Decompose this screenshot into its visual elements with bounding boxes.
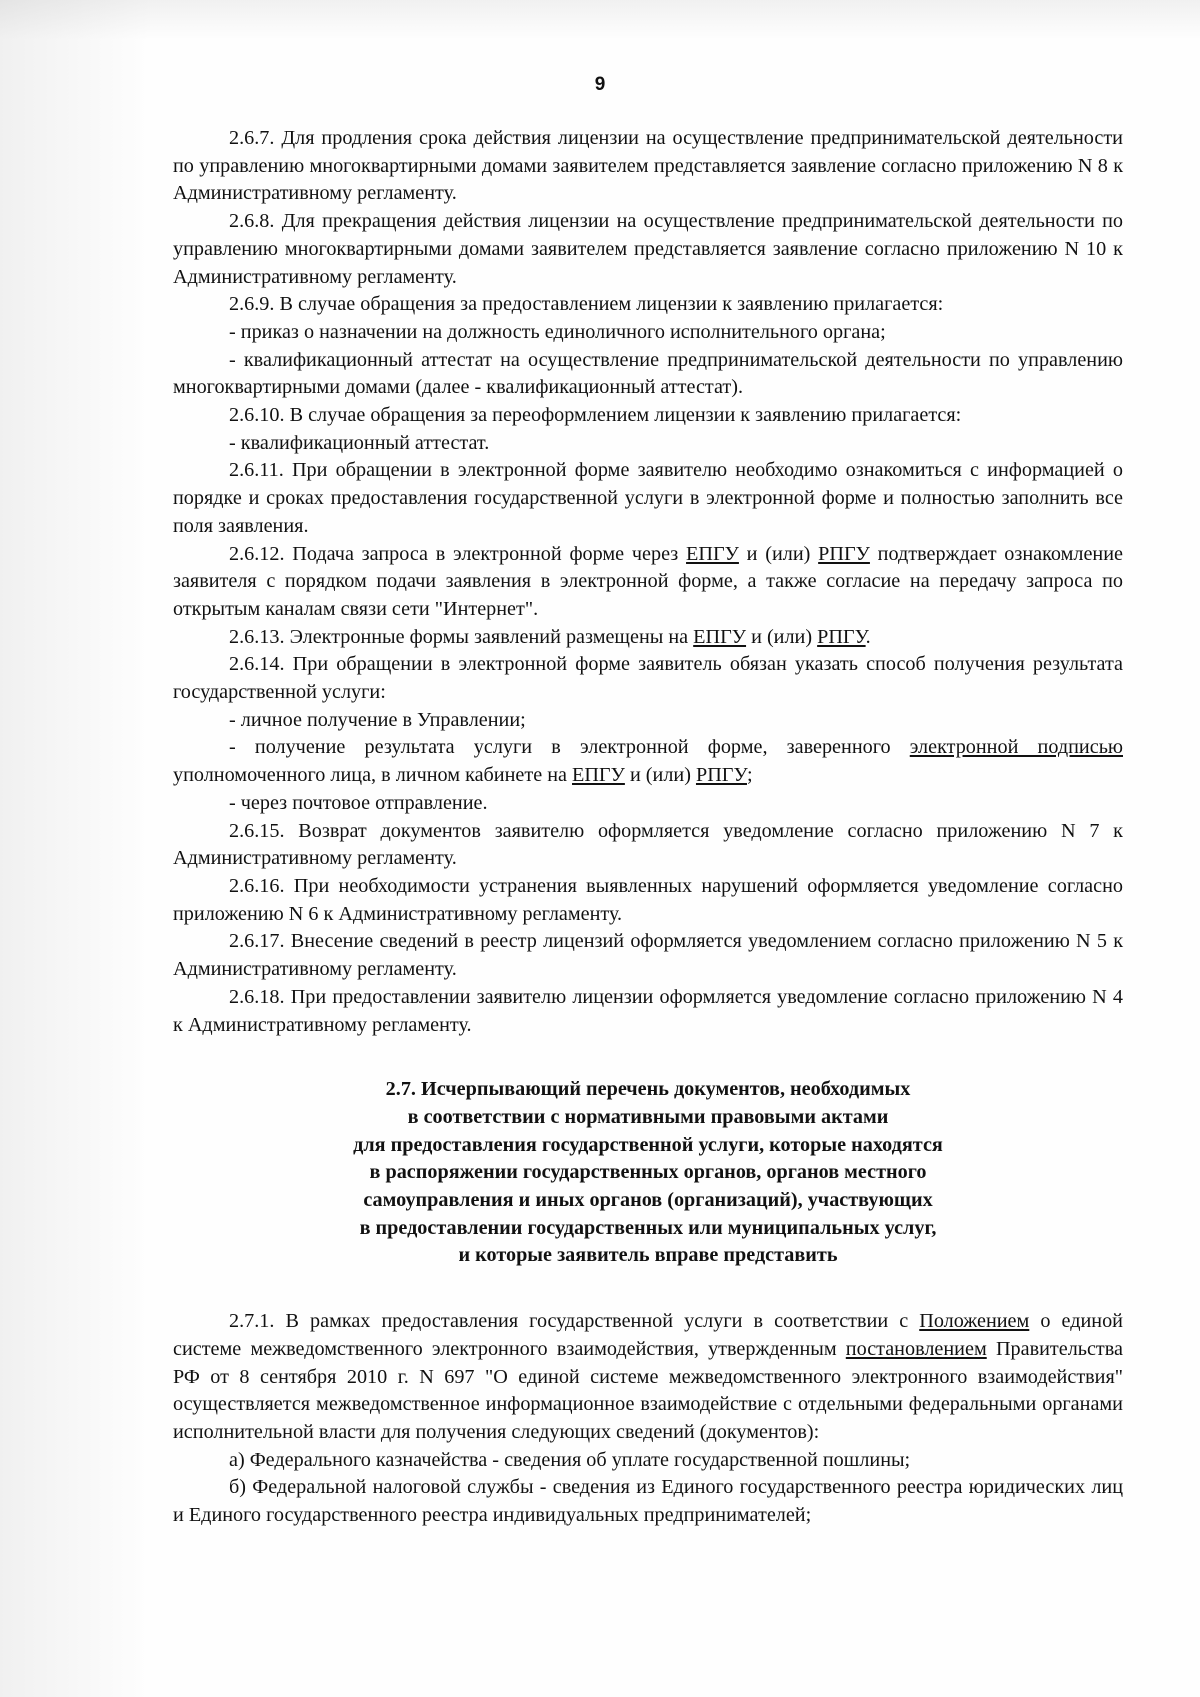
paragraph xyxy=(173,1474,1123,1529)
paragraph-text: и (или) xyxy=(738,542,819,565)
paragraph xyxy=(173,928,1123,983)
section-2-6-paragraphs xyxy=(173,125,1123,1039)
hyperlink[interactable]: РПГУ xyxy=(817,625,866,648)
hyperlink[interactable]: РПГУ xyxy=(818,542,870,565)
paragraph xyxy=(173,319,1123,347)
paragraph-text: 2.6.18. При предоставлении заявителю лицензии оформляется уведомление согласно приложению N 4 к Административному регламенту. xyxy=(173,985,1123,1036)
paragraph-text: и (или) xyxy=(624,764,696,787)
hyperlink[interactable]: ЕПГУ xyxy=(693,625,747,648)
paragraph-text: 2.6.11. При обращении в электронной форме заявителю необходимо ознакомиться с информацией о порядке и сроках предоставления государственной услуги в электронной форме и полностью заполнить все поля заявления. xyxy=(173,459,1123,537)
hyperlink[interactable]: РПГУ xyxy=(695,764,747,787)
paragraph xyxy=(173,1308,1123,1447)
paragraph xyxy=(173,347,1123,402)
paragraph-text: 2.6.15. Возврат документов заявителю оформляется уведомление согласно приложению N 7 к Административному регламенту. xyxy=(173,819,1123,870)
paragraph xyxy=(173,873,1123,928)
paragraph xyxy=(173,651,1123,706)
paragraph-text: 2.6.9. В случае обращения за предоставлением лицензии к заявлению прилагается: xyxy=(229,293,944,316)
section-2-7-heading xyxy=(173,1076,1123,1270)
heading-line: и которые заявитель вправе представить xyxy=(458,1244,838,1267)
paragraph-text: - личное получение в Управлении; xyxy=(229,708,526,731)
paragraph-text: и (или) xyxy=(746,625,818,648)
paragraph-text: . xyxy=(865,625,871,648)
paragraph-text: - через почтовое отправление. xyxy=(229,791,488,814)
page-number: 9 xyxy=(594,74,606,95)
hyperlink[interactable]: постановлением xyxy=(845,1337,987,1360)
paragraph-text: 2.6.7. Для продления срока действия лицензии на осуществление предпринимательской деятельности по управлению многоквартирными домами заявителем представляется заявление согласно приложению N 8 к Административному регламенту. xyxy=(173,127,1123,205)
paragraph-text: а) Федерального казначейства - сведения об уплате государственной пошлины; xyxy=(229,1448,911,1471)
paragraph xyxy=(173,818,1123,873)
paragraph xyxy=(173,402,1123,430)
paragraph xyxy=(173,125,1123,208)
paragraph-text: 2.7.1. В рамках предоставления государственной услуги в соответствии с xyxy=(229,1310,920,1333)
paragraph xyxy=(173,291,1123,319)
paragraph-text: б) Федеральной налоговой службы - сведения из Единого государственного реестра юридических лиц и Единого государственного реестра индивидуальных предпринимателей; xyxy=(173,1476,1123,1527)
paragraph-text: о единой системе межведомственного электронного взаимодействия, утвержденным xyxy=(173,1310,1123,1360)
scan-shading-top xyxy=(0,0,1200,40)
heading-line: для предоставления государственной услуги, которые находятся xyxy=(353,1133,943,1156)
paragraph-text: 2.6.17. Внесение сведений в реестр лицензий оформляется уведомлением согласно приложению N 5 к Административному регламенту. xyxy=(173,930,1123,981)
paragraph xyxy=(173,208,1123,291)
paragraph xyxy=(173,790,1123,818)
paragraph-text: 2.6.12. Подача запроса в электронной форме через xyxy=(229,542,687,565)
heading-line: в соответствии с нормативными правовыми актами xyxy=(407,1105,889,1128)
paragraph-text: - квалификационный аттестат. xyxy=(229,431,490,454)
heading-line: самоуправления и иных органов (организаций), участвующих xyxy=(363,1189,933,1212)
section-2-7-paragraphs xyxy=(173,1308,1123,1530)
paragraph-text: 2.6.14. При обращении в электронной форме заявитель обязан указать способ получения результата государственной услуги: xyxy=(173,653,1123,704)
paragraph-text: подтверждает ознакомление заявителя с порядком подачи заявления в электронной форме, а также согласие на передачу запроса по открытым каналам связи сети "Интернет". xyxy=(173,542,1123,620)
paragraph xyxy=(173,1447,1123,1475)
paragraph xyxy=(173,984,1123,1039)
paragraph-text: - квалификационный аттестат на осуществление предпринимательской деятельности по управлению многоквартирными домами (далее - квалификационный аттестат). xyxy=(173,348,1123,399)
paragraph-text: 2.6.10. В случае обращения за переоформлением лицензии к заявлению прилагается: xyxy=(229,404,962,427)
hyperlink[interactable]: ЕПГУ xyxy=(572,764,625,787)
heading-line: 2.7. Исчерпывающий перечень документов, необходимых xyxy=(385,1078,911,1101)
document-body xyxy=(173,125,1123,1530)
paragraph-text: 2.6.13. Электронные формы заявлений размещены на xyxy=(229,625,694,648)
paragraph-text: 2.6.16. При необходимости устранения выявленных нарушений оформляется уведомление согласно приложению N 6 к Административному регламенту. xyxy=(173,874,1123,925)
paragraph xyxy=(173,734,1123,789)
hyperlink[interactable]: ЕПГУ xyxy=(686,542,739,565)
paragraph-text: 2.6.8. Для прекращения действия лицензии на осуществление предпринимательской деятельности по управлению многоквартирными домами заявителем представляется заявление согласно приложению N 10 к Административному регламенту. xyxy=(173,210,1123,288)
paragraph xyxy=(173,541,1123,624)
paragraph-text: ; xyxy=(746,764,753,787)
paragraph-text: уполномоченного лица, в личном кабинете на xyxy=(173,764,573,787)
paragraph-text: Правительства РФ от 8 сентября 2010 г. N 697 "О единой системе межведомственного электронного взаимодействия" осуществляется межведомственное информационное взаимодействие с отдельными федеральными органами исполнительной власти для получения следующих сведений (документов): xyxy=(173,1337,1123,1443)
scan-shading-left xyxy=(0,0,150,1697)
heading-line: в распоряжении государственных органов, органов местного xyxy=(369,1161,927,1184)
paragraph xyxy=(173,430,1123,458)
hyperlink[interactable]: Положением xyxy=(919,1310,1030,1333)
paragraph xyxy=(173,457,1123,540)
paragraph xyxy=(173,624,1123,652)
hyperlink[interactable]: электронной подписью xyxy=(909,736,1123,759)
paragraph-text: - получение результата услуги в электронной форме, заверенного xyxy=(229,736,910,759)
paragraph xyxy=(173,707,1123,735)
heading-line: в предоставлении государственных или муниципальных услуг, xyxy=(359,1216,937,1239)
paragraph-text: - приказ о назначении на должность единоличного исполнительного органа; xyxy=(229,320,886,343)
